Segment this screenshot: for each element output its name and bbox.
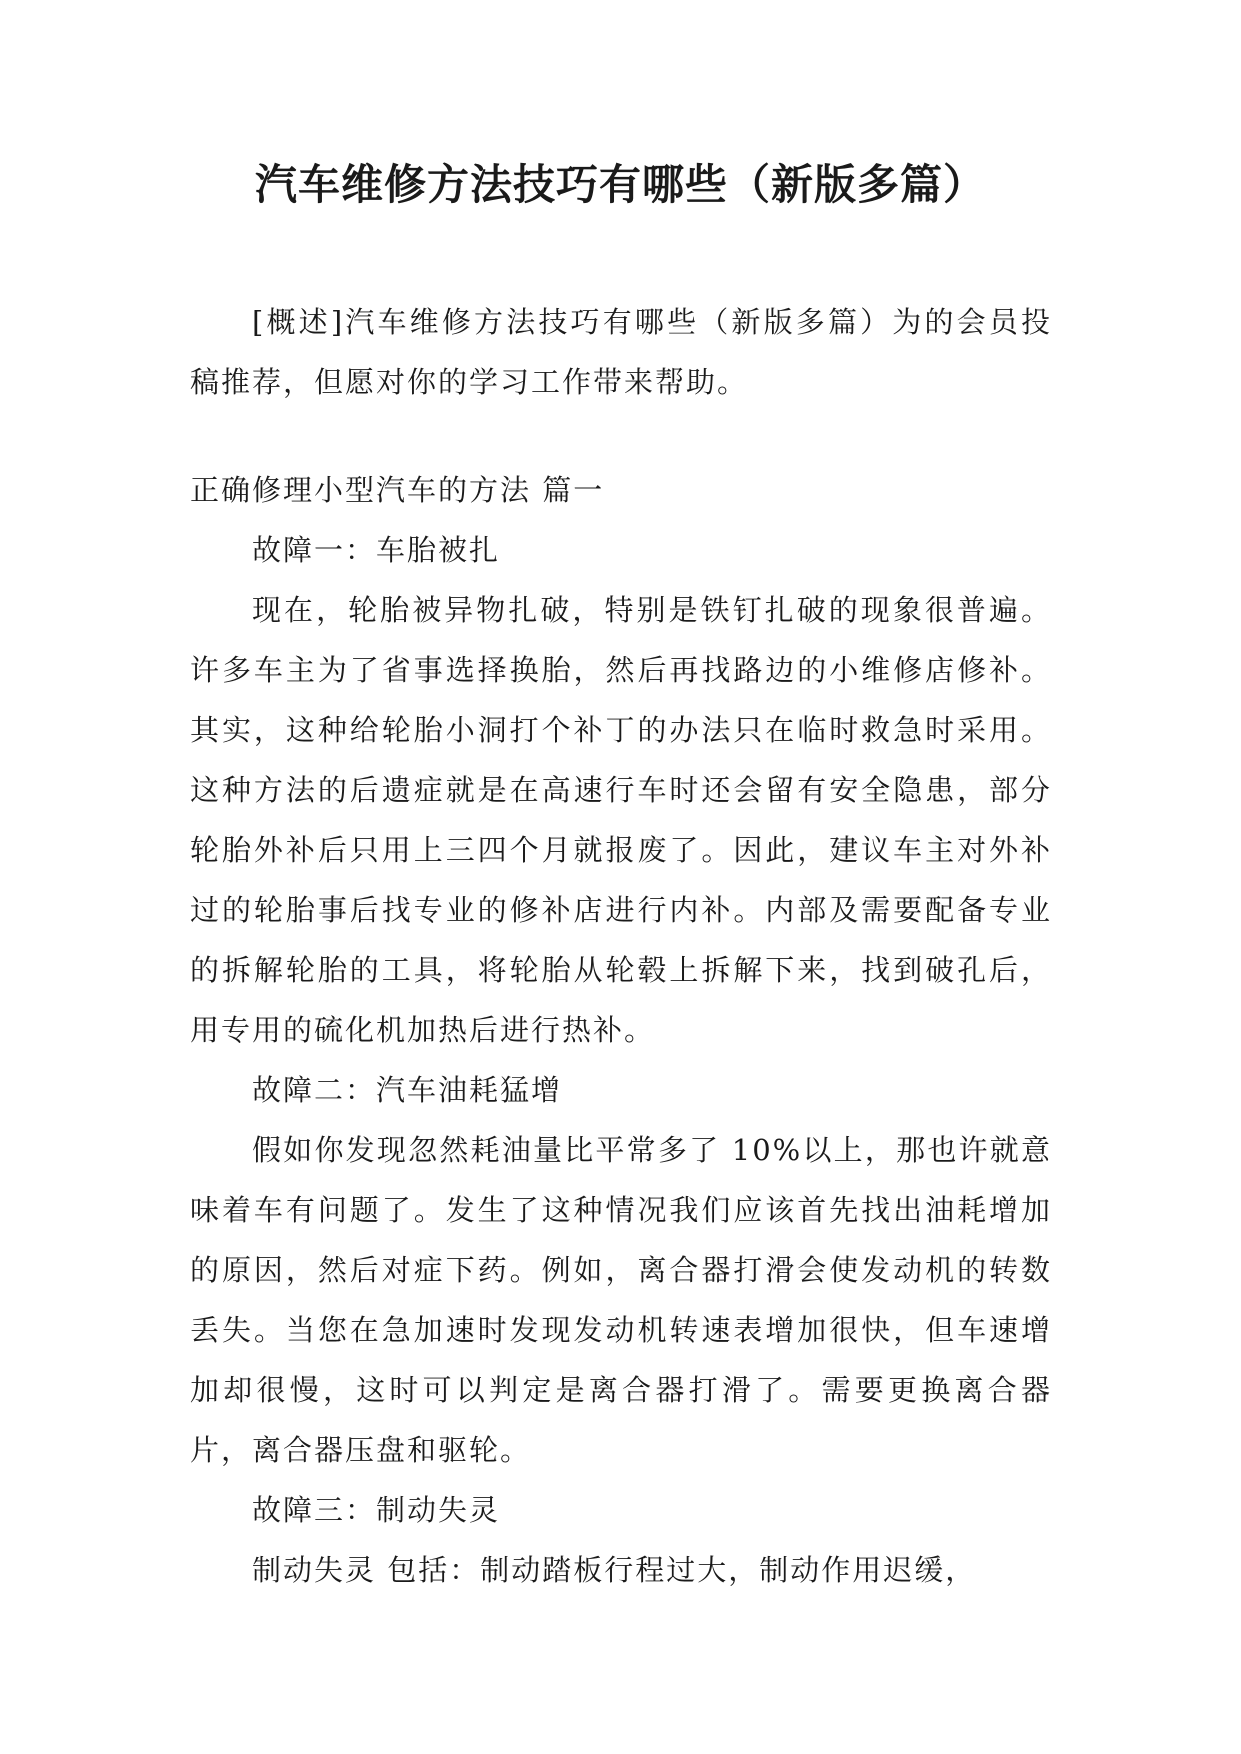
paragraph-3: 制动失灵 包括：制动踏板行程过大，制动作用迟缓，: [252, 1553, 977, 1587]
paragraph-1: 现在，轮胎被异物扎破，特别是铁钉扎破的现象很普遍。许多车主为了省事选择换胎，然后再找路边的小维修店修补。其实，这种给轮胎小洞打个补丁的办法只在临时救急时采用。这种方法的后遗症就是在高速行车时还会留有安全隐患，部分轮胎外补后只用上三四个月就报废了。因此，建议车主对外补过的轮胎事后找专业的修补店进行内补。内部及需要配备专业的拆解轮胎的工具，将轮胎从轮毂上拆解下来，找到破孔后，用专用的硫化机加热后进行热补。: [190, 593, 1052, 1047]
summary-paragraph: [概述]汽车维修方法技巧有哪些（新版多篇）为的会员投稿推荐，但愿对你的学习工作带来帮助。: [190, 305, 1052, 399]
fault-heading-2: 故障二：汽车油耗猛增: [252, 1073, 563, 1107]
content-block: [190, 460, 1052, 1600]
fault-heading-3: 故障三：制动失灵: [252, 1493, 501, 1527]
document-title: 汽车维修方法技巧有哪些（新版多篇）: [254, 160, 986, 209]
section-heading: 正确修理小型汽车的方法 篇一: [190, 473, 605, 507]
summary-block: [190, 292, 1052, 412]
fault-heading-1: 故障一：车胎被扎: [252, 533, 501, 567]
paragraph-2: 假如你发现忽然耗油量比平常多了 10%以上，那也许就意味着车有问题了。发生了这种情况我们应该首先找出油耗增加的原因，然后对症下药。例如，离合器打滑会使发动机的转数丢失。当您在急加速时发现发动机转速表增加很快，但车速增加却很慢，这时可以判定是离合器打滑了。需要更换离合器片，离合器压盘和驱轮。: [190, 1133, 1052, 1467]
